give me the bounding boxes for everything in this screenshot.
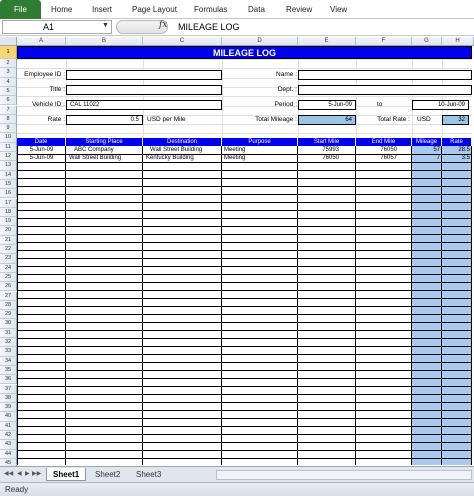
row-header[interactable]: 32: [0, 338, 17, 347]
name-label: Name :: [276, 71, 297, 78]
name-box[interactable]: A1: [2, 20, 112, 34]
rate-label: Rate :: [47, 116, 65, 123]
column-header-e[interactable]: E: [298, 37, 356, 46]
row-header[interactable]: 18: [0, 208, 17, 217]
sheet-tab-2[interactable]: Sheet2: [95, 470, 121, 479]
log-header-start-mile: Start Mile: [298, 138, 356, 146]
row-header[interactable]: 40: [0, 412, 17, 421]
row-header[interactable]: 33: [0, 347, 17, 356]
log-cell-mileage[interactable]: 57: [433, 147, 440, 153]
next-sheet-icon[interactable]: ▶: [25, 471, 30, 477]
log-cell-purpose[interactable]: Meeting: [224, 147, 246, 153]
total-mileage-field[interactable]: 64: [298, 115, 356, 125]
title-label: Title :: [49, 86, 65, 93]
row-header[interactable]: 11: [0, 143, 17, 152]
row-header[interactable]: 10: [0, 133, 17, 142]
to-label: to: [377, 101, 383, 108]
column-header-a[interactable]: A: [17, 37, 66, 46]
log-cell-rate[interactable]: 3.5: [461, 155, 470, 161]
log-cell-destination[interactable]: Kentucky Building: [146, 155, 194, 161]
row-header[interactable]: 1: [0, 46, 17, 59]
column-header-g[interactable]: G: [412, 37, 442, 46]
log-cell-rate[interactable]: 28.5: [458, 147, 470, 153]
row-header[interactable]: 9: [0, 124, 17, 133]
total-rate-field[interactable]: 32: [442, 115, 469, 125]
row-header[interactable]: 5: [0, 87, 17, 96]
prev-sheet-icon[interactable]: ◀: [17, 471, 22, 477]
log-header-destination: Destination: [143, 138, 222, 146]
status-text: Ready: [5, 485, 29, 494]
column-header-f[interactable]: F: [356, 37, 412, 46]
log-header-end-mile: End Mile: [356, 138, 412, 146]
status-bar: [0, 482, 474, 496]
dept-label: Dept. :: [277, 86, 297, 93]
row-header[interactable]: 23: [0, 254, 17, 263]
row-header[interactable]: 2: [0, 59, 17, 68]
title-field[interactable]: [66, 85, 222, 95]
row-header[interactable]: 22: [0, 245, 17, 254]
first-sheet-icon[interactable]: ◀◀: [4, 471, 14, 477]
row-header[interactable]: 38: [0, 394, 17, 403]
row-header[interactable]: 14: [0, 171, 17, 180]
log-cell-date[interactable]: 5-Jun-09: [29, 147, 54, 153]
row-header[interactable]: 4: [0, 78, 17, 87]
row-header[interactable]: 35: [0, 366, 17, 375]
row-header[interactable]: 34: [0, 357, 17, 366]
log-cell-mileage[interactable]: 7: [436, 155, 440, 161]
column-header-h[interactable]: H: [442, 37, 474, 46]
log-header-starting-place: Starting Place: [66, 138, 143, 146]
row-header[interactable]: 7: [0, 106, 17, 115]
row-header[interactable]: 25: [0, 273, 17, 282]
row-header[interactable]: 13: [0, 161, 17, 170]
log-cell-destination[interactable]: Wall Street Building: [150, 147, 203, 153]
row-header[interactable]: 12: [0, 152, 17, 161]
tab-page-layout[interactable]: Page Layout: [132, 5, 177, 14]
row-header[interactable]: 17: [0, 199, 17, 208]
row-header[interactable]: 8: [0, 115, 17, 124]
log-cell-start-mile[interactable]: 76050: [322, 155, 339, 161]
dept-field[interactable]: [298, 85, 472, 95]
log-cell-end-mile[interactable]: 76050: [380, 147, 397, 153]
employee-id-label: Employee ID :: [24, 71, 65, 78]
log-cell-starting-place[interactable]: ABC Company: [74, 147, 114, 153]
column-header-b[interactable]: B: [66, 37, 143, 46]
row-header[interactable]: 41: [0, 422, 17, 431]
period-label: Period :: [274, 101, 297, 108]
period-from-field[interactable]: 5-Jun-09: [298, 100, 356, 110]
tab-review[interactable]: Review: [286, 5, 313, 14]
sheet-tab-bar: [0, 466, 474, 482]
tab-home[interactable]: Home: [51, 5, 73, 14]
tab-data[interactable]: Data: [248, 5, 265, 14]
spreadsheet-grid[interactable]: [17, 46, 474, 465]
formula-bar: [0, 19, 474, 36]
row-header[interactable]: 6: [0, 96, 17, 105]
tab-insert[interactable]: Insert: [92, 5, 113, 14]
row-header[interactable]: 36: [0, 375, 17, 384]
row-header[interactable]: 31: [0, 329, 17, 338]
row-header[interactable]: 29: [0, 310, 17, 319]
ribbon: [0, 0, 474, 19]
log-cell-starting-place[interactable]: Wall Street Building: [69, 155, 122, 161]
sheet-title[interactable]: MILEAGE LOG: [17, 46, 472, 59]
row-header[interactable]: 19: [0, 217, 17, 226]
row-header[interactable]: 27: [0, 292, 17, 301]
log-cell-start-mile[interactable]: 75993: [322, 147, 339, 153]
row-header[interactable]: 42: [0, 431, 17, 440]
row-header[interactable]: 20: [0, 226, 17, 235]
sheet-tab-3[interactable]: Sheet3: [136, 470, 162, 479]
log-header-date: Date: [17, 138, 66, 146]
vehicle-id-label: Vehicle ID :: [32, 101, 65, 108]
name-field[interactable]: [298, 70, 472, 80]
select-all-corner[interactable]: [0, 37, 17, 46]
log-header-mileage: Mileage: [412, 138, 442, 146]
row-header[interactable]: 21: [0, 236, 17, 245]
row-header[interactable]: 37: [0, 385, 17, 394]
row-header[interactable]: 28: [0, 301, 17, 310]
employee-id-field[interactable]: [66, 70, 222, 80]
log-cell-purpose[interactable]: Meeting: [224, 155, 246, 161]
row-header[interactable]: 45: [0, 459, 17, 468]
log-header-rate: Rate: [442, 138, 472, 146]
row-header[interactable]: 26: [0, 282, 17, 291]
row-header[interactable]: 3: [0, 68, 17, 77]
last-sheet-icon[interactable]: ▶▶: [32, 471, 42, 477]
row-header[interactable]: 24: [0, 264, 17, 273]
rate-field[interactable]: 0.5: [66, 115, 143, 125]
period-to-field[interactable]: 10-Jun-09: [412, 100, 469, 110]
vehicle-id-field[interactable]: CAL 11022: [66, 100, 222, 110]
total-rate-label: Total Rate :: [377, 116, 410, 123]
row-header[interactable]: 43: [0, 440, 17, 449]
tab-view[interactable]: View: [330, 5, 348, 14]
row-header[interactable]: 44: [0, 450, 17, 459]
sheet-tab-1[interactable]: Sheet1: [46, 468, 86, 481]
total-rate-currency: USD: [417, 116, 431, 123]
total-mileage-label: Total Mileage :: [255, 116, 297, 123]
row-header[interactable]: 30: [0, 319, 17, 328]
log-cell-date[interactable]: 5-Jun-09: [29, 155, 54, 161]
rate-unit-label: USD per Mile: [147, 116, 186, 123]
column-header-c[interactable]: C: [143, 37, 222, 46]
column-header-d[interactable]: D: [222, 37, 298, 46]
file-tab[interactable]: File: [0, 0, 41, 19]
tab-formulas[interactable]: Formulas: [194, 5, 228, 14]
log-header-purpose: Purpose: [222, 138, 298, 146]
row-header[interactable]: 16: [0, 189, 17, 198]
horizontal-scrollbar[interactable]: [216, 470, 472, 480]
row-header[interactable]: 39: [0, 403, 17, 412]
formula-input[interactable]: MILEAGE LOG: [178, 22, 240, 32]
chevron-down-icon[interactable]: ▼: [102, 22, 109, 29]
log-cell-end-mile[interactable]: 76057: [380, 155, 397, 161]
function-icon[interactable]: fx: [159, 20, 168, 30]
row-header[interactable]: 15: [0, 180, 17, 189]
